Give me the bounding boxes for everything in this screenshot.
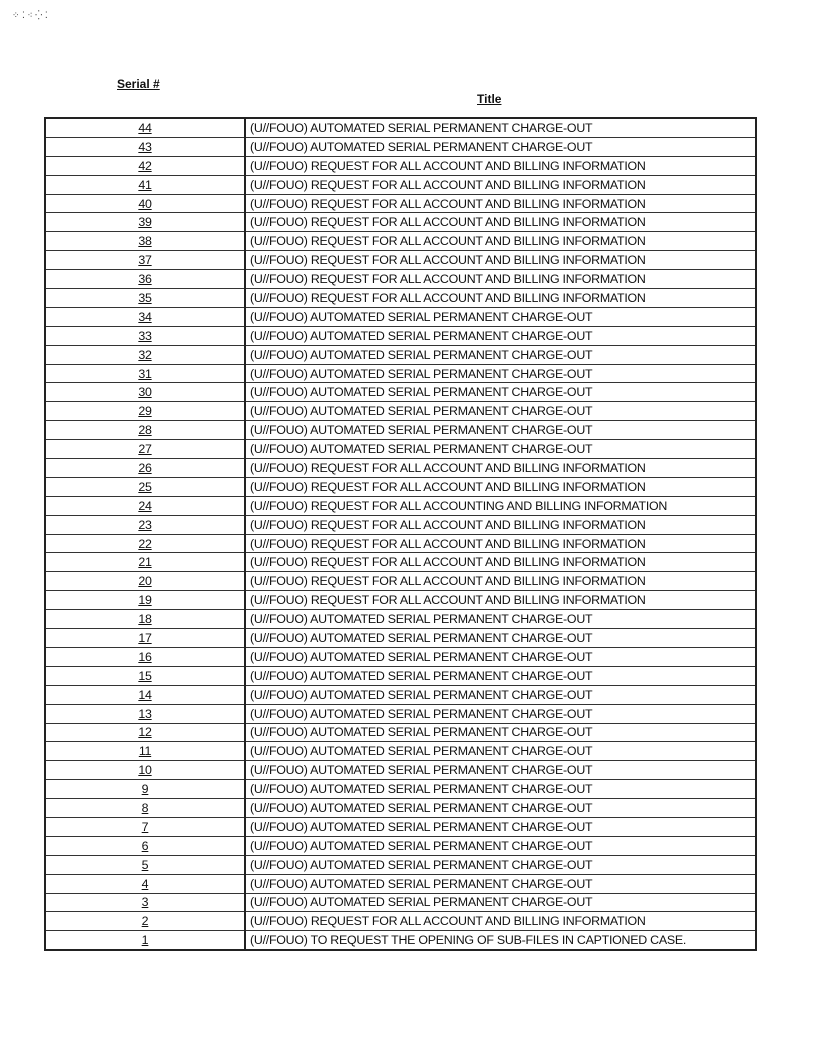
serial-number-link[interactable]: 43 — [45, 137, 245, 156]
serial-title: (U//FOUO) REQUEST FOR ALL ACCOUNT AND BILLING INFORMATION — [245, 194, 756, 213]
serial-number-link[interactable]: 25 — [45, 477, 245, 496]
table-row — [45, 402, 756, 421]
serial-title: (U//FOUO) AUTOMATED SERIAL PERMANENT CHARGE-OUT — [245, 307, 756, 326]
table-row — [45, 421, 756, 440]
serial-number-link[interactable]: 12 — [45, 723, 245, 742]
serial-number-link[interactable]: 17 — [45, 629, 245, 648]
serial-number-link[interactable]: 40 — [45, 194, 245, 213]
table-row — [45, 232, 756, 251]
table-row — [45, 270, 756, 289]
serial-number-link[interactable]: 16 — [45, 647, 245, 666]
table-row — [45, 893, 756, 912]
serial-number-link[interactable]: 23 — [45, 515, 245, 534]
serial-title: (U//FOUO) REQUEST FOR ALL ACCOUNT AND BILLING INFORMATION — [245, 553, 756, 572]
serial-number-link[interactable]: 20 — [45, 572, 245, 591]
serial-number-link[interactable]: 21 — [45, 553, 245, 572]
serial-number-link[interactable]: 38 — [45, 232, 245, 251]
table-row — [45, 251, 756, 270]
serial-number-link[interactable]: 15 — [45, 666, 245, 685]
serial-title: (U//FOUO) AUTOMATED SERIAL PERMANENT CHARGE-OUT — [245, 836, 756, 855]
serial-number-link[interactable]: 19 — [45, 591, 245, 610]
serial-number-link[interactable]: 36 — [45, 270, 245, 289]
table-row — [45, 817, 756, 836]
serial-title: (U//FOUO) AUTOMATED SERIAL PERMANENT CHARGE-OUT — [245, 761, 756, 780]
table-row — [45, 307, 756, 326]
table-row — [45, 629, 756, 648]
table-row — [45, 477, 756, 496]
table-row — [45, 515, 756, 534]
serial-table — [44, 117, 757, 951]
serial-number-link[interactable]: 24 — [45, 496, 245, 515]
serial-title: (U//FOUO) REQUEST FOR ALL ACCOUNT AND BILLING INFORMATION — [245, 459, 756, 478]
scan-artifact: ⁘ ⁚ ⁖ ⁛ ⁚ — [12, 10, 48, 20]
serial-title: (U//FOUO) AUTOMATED SERIAL PERMANENT CHARGE-OUT — [245, 893, 756, 912]
serial-number-link[interactable]: 27 — [45, 440, 245, 459]
table-row — [45, 647, 756, 666]
table-row — [45, 723, 756, 742]
table-row — [45, 931, 756, 950]
table-row — [45, 704, 756, 723]
serial-column-header: Serial # — [117, 77, 160, 91]
table-row — [45, 364, 756, 383]
serial-number-link[interactable]: 8 — [45, 799, 245, 818]
serial-title: (U//FOUO) REQUEST FOR ALL ACCOUNT AND BILLING INFORMATION — [245, 156, 756, 175]
table-row — [45, 685, 756, 704]
table-row — [45, 666, 756, 685]
table-row — [45, 572, 756, 591]
serial-number-link[interactable]: 22 — [45, 534, 245, 553]
serial-title: (U//FOUO) AUTOMATED SERIAL PERMANENT CHARGE-OUT — [245, 704, 756, 723]
serial-title: (U//FOUO) AUTOMATED SERIAL PERMANENT CHARGE-OUT — [245, 610, 756, 629]
table-row — [45, 553, 756, 572]
table-row — [45, 175, 756, 194]
serial-title: (U//FOUO) AUTOMATED SERIAL PERMANENT CHARGE-OUT — [245, 874, 756, 893]
serial-number-link[interactable]: 6 — [45, 836, 245, 855]
serial-title: (U//FOUO) AUTOMATED SERIAL PERMANENT CHARGE-OUT — [245, 685, 756, 704]
serial-title: (U//FOUO) AUTOMATED SERIAL PERMANENT CHARGE-OUT — [245, 817, 756, 836]
serial-title: (U//FOUO) REQUEST FOR ALL ACCOUNT AND BILLING INFORMATION — [245, 477, 756, 496]
serial-number-link[interactable]: 26 — [45, 459, 245, 478]
table-row — [45, 118, 756, 137]
serial-number-link[interactable]: 30 — [45, 383, 245, 402]
serial-number-link[interactable]: 10 — [45, 761, 245, 780]
serial-title: (U//FOUO) AUTOMATED SERIAL PERMANENT CHARGE-OUT — [245, 780, 756, 799]
table-row — [45, 194, 756, 213]
serial-title: (U//FOUO) AUTOMATED SERIAL PERMANENT CHARGE-OUT — [245, 647, 756, 666]
table-row — [45, 383, 756, 402]
table-row — [45, 345, 756, 364]
serial-number-link[interactable]: 2 — [45, 912, 245, 931]
table-row — [45, 137, 756, 156]
serial-title: (U//FOUO) REQUEST FOR ALL ACCOUNT AND BILLING INFORMATION — [245, 572, 756, 591]
serial-title: (U//FOUO) AUTOMATED SERIAL PERMANENT CHARGE-OUT — [245, 666, 756, 685]
serial-title: (U//FOUO) REQUEST FOR ALL ACCOUNT AND BILLING INFORMATION — [245, 175, 756, 194]
table-row — [45, 799, 756, 818]
serial-title: (U//FOUO) TO REQUEST THE OPENING OF SUB-FILES IN CAPTIONED CASE. — [245, 931, 756, 950]
table-row — [45, 534, 756, 553]
serial-number-link[interactable]: 41 — [45, 175, 245, 194]
serial-title: (U//FOUO) REQUEST FOR ALL ACCOUNT AND BILLING INFORMATION — [245, 912, 756, 931]
serial-title: (U//FOUO) AUTOMATED SERIAL PERMANENT CHARGE-OUT — [245, 402, 756, 421]
serial-title: (U//FOUO) AUTOMATED SERIAL PERMANENT CHARGE-OUT — [245, 421, 756, 440]
serial-number-link[interactable]: 37 — [45, 251, 245, 270]
serial-title: (U//FOUO) REQUEST FOR ALL ACCOUNT AND BILLING INFORMATION — [245, 270, 756, 289]
table-row — [45, 459, 756, 478]
title-column-header: Title — [477, 92, 502, 106]
serial-number-link[interactable]: 5 — [45, 855, 245, 874]
serial-title: (U//FOUO) AUTOMATED SERIAL PERMANENT CHARGE-OUT — [245, 723, 756, 742]
serial-title: (U//FOUO) AUTOMATED SERIAL PERMANENT CHARGE-OUT — [245, 118, 756, 137]
table-row — [45, 326, 756, 345]
serial-title: (U//FOUO) REQUEST FOR ALL ACCOUNT AND BILLING INFORMATION — [245, 534, 756, 553]
serial-number-link[interactable]: 29 — [45, 402, 245, 421]
table-row — [45, 610, 756, 629]
serial-number-link[interactable]: 35 — [45, 289, 245, 308]
serial-title: (U//FOUO) REQUEST FOR ALL ACCOUNT AND BILLING INFORMATION — [245, 251, 756, 270]
serial-number-link[interactable]: 28 — [45, 421, 245, 440]
table-row — [45, 761, 756, 780]
serial-number-link[interactable]: 1 — [45, 931, 245, 950]
serial-title: (U//FOUO) AUTOMATED SERIAL PERMANENT CHARGE-OUT — [245, 799, 756, 818]
serial-number-link[interactable]: 31 — [45, 364, 245, 383]
serial-title: (U//FOUO) AUTOMATED SERIAL PERMANENT CHARGE-OUT — [245, 742, 756, 761]
table-row — [45, 289, 756, 308]
serial-title: (U//FOUO) AUTOMATED SERIAL PERMANENT CHARGE-OUT — [245, 326, 756, 345]
serial-number-link[interactable]: 3 — [45, 893, 245, 912]
serial-title: (U//FOUO) AUTOMATED SERIAL PERMANENT CHARGE-OUT — [245, 440, 756, 459]
serial-title: (U//FOUO) AUTOMATED SERIAL PERMANENT CHARGE-OUT — [245, 364, 756, 383]
serial-title: (U//FOUO) AUTOMATED SERIAL PERMANENT CHARGE-OUT — [245, 345, 756, 364]
serial-number-link[interactable]: 18 — [45, 610, 245, 629]
serial-number-link[interactable]: 39 — [45, 213, 245, 232]
table-row — [45, 912, 756, 931]
serial-title: (U//FOUO) REQUEST FOR ALL ACCOUNTING AND BILLING INFORMATION — [245, 496, 756, 515]
serial-number-link[interactable]: 14 — [45, 685, 245, 704]
table-row — [45, 742, 756, 761]
table-row — [45, 874, 756, 893]
serial-number-link[interactable]: 13 — [45, 704, 245, 723]
serial-number-link[interactable]: 9 — [45, 780, 245, 799]
serial-number-link[interactable]: 42 — [45, 156, 245, 175]
serial-title: (U//FOUO) AUTOMATED SERIAL PERMANENT CHARGE-OUT — [245, 629, 756, 648]
table-row — [45, 855, 756, 874]
table-row — [45, 496, 756, 515]
serial-number-link[interactable]: 33 — [45, 326, 245, 345]
table-row — [45, 213, 756, 232]
serial-title: (U//FOUO) AUTOMATED SERIAL PERMANENT CHARGE-OUT — [245, 383, 756, 402]
serial-title: (U//FOUO) REQUEST FOR ALL ACCOUNT AND BILLING INFORMATION — [245, 289, 756, 308]
serial-number-link[interactable]: 11 — [45, 742, 245, 761]
serial-number-link[interactable]: 44 — [45, 118, 245, 137]
serial-number-link[interactable]: 32 — [45, 345, 245, 364]
serial-number-link[interactable]: 4 — [45, 874, 245, 893]
serial-number-link[interactable]: 7 — [45, 817, 245, 836]
serial-title: (U//FOUO) REQUEST FOR ALL ACCOUNT AND BILLING INFORMATION — [245, 213, 756, 232]
serial-title: (U//FOUO) AUTOMATED SERIAL PERMANENT CHARGE-OUT — [245, 855, 756, 874]
serial-title: (U//FOUO) AUTOMATED SERIAL PERMANENT CHARGE-OUT — [245, 137, 756, 156]
table-row — [45, 440, 756, 459]
table-row — [45, 836, 756, 855]
serial-number-link[interactable]: 34 — [45, 307, 245, 326]
serial-title: (U//FOUO) REQUEST FOR ALL ACCOUNT AND BILLING INFORMATION — [245, 591, 756, 610]
table-row — [45, 156, 756, 175]
table-row — [45, 591, 756, 610]
serial-title: (U//FOUO) REQUEST FOR ALL ACCOUNT AND BILLING INFORMATION — [245, 232, 756, 251]
serial-title: (U//FOUO) REQUEST FOR ALL ACCOUNT AND BILLING INFORMATION — [245, 515, 756, 534]
table-row — [45, 780, 756, 799]
